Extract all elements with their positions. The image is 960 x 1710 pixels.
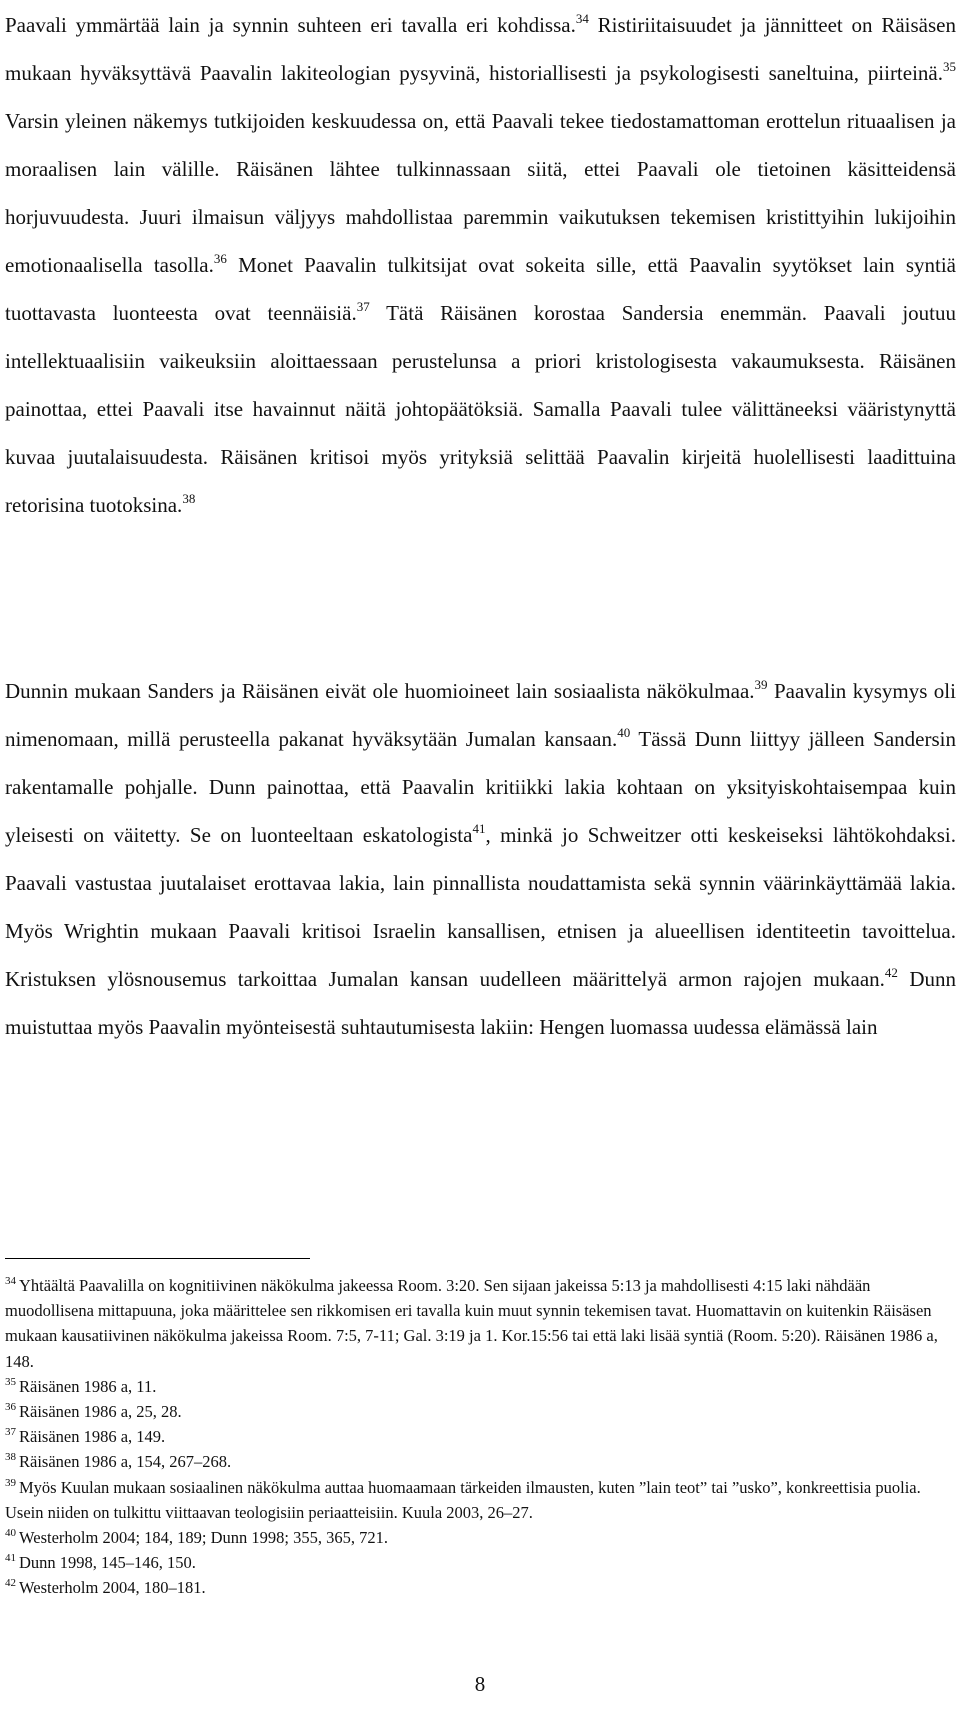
footnote-number: 39 bbox=[5, 1476, 16, 1489]
footnotes bbox=[5, 1273, 956, 1601]
footnote-ref: 38 bbox=[182, 491, 196, 506]
footnote bbox=[5, 1399, 956, 1424]
footnote bbox=[5, 1475, 956, 1525]
footnote-text: Yhtäältä Paavalilla on kognitiivinen näkökulma jakeessa Room. 3:20. Sen sijaan jakeissa 5:13 ja mahdollisesti 4:15 laki nähdään muodollisena mittapuuna, joka määrittelee sen rikkomisen eri tavalla kuin muut synnin tekemisen tavat. Huomattavin on kuitenkin Räisäsen mukaan kausatiivinen näkökulma jakeissa Room. 7:5, 7-11; Gal. 3:19 ja 1. Kor.15:56 tai että laki lisää syntiä (Room. 5:20). Räisänen 1986 a, 148. bbox=[5, 1276, 938, 1371]
footnote bbox=[5, 1273, 956, 1374]
footnote bbox=[5, 1550, 956, 1575]
body-paragraph bbox=[5, 1, 956, 529]
footnote-number: 40 bbox=[5, 1527, 16, 1540]
paragraph-text: Paavali ymmärtää lain ja synnin suhteen eri tavalla eri kohdissa. bbox=[5, 13, 576, 37]
page-number: 8 bbox=[474, 1672, 486, 1696]
footnote-ref: 39 bbox=[754, 677, 768, 692]
footnote-number: 38 bbox=[5, 1451, 16, 1464]
paragraph-text: , minkä jo Schweitzer otti keskeiseksi lähtökohdaksi. Paavali vastustaa juutalaiset erottavaa lakia, lain pinnallista noudattamista sekä synnin väärinkäyttämää lakia. Myös Wrightin mukaan Paavali kritisoi Israelin kansallisen, etnisen ja alueellisen identiteetin tavoittelua. Kristuksen ylösnousemus tarkoittaa Jumalan kansan uudelleen määrittelyä armon rajojen mukaan. bbox=[5, 823, 956, 991]
paragraph-text: Paavalin kysymys oli nimenomaan, millä perusteella pakanat hyväksytään Jumalan kansaan. bbox=[5, 679, 956, 751]
paragraph-text: Tässä Dunn liittyy jälleen Sandersin rakentamalle pohjalle. Dunn painottaa, että Paavalin kritiikki lakia kohtaan on yksityiskohtaisempaa kuin yleisesti on väitetty. Se on luonteeltaan eskatologista bbox=[5, 727, 956, 847]
footnote-number: 36 bbox=[5, 1401, 16, 1414]
footnote-number: 35 bbox=[5, 1375, 16, 1388]
footnote-ref: 35 bbox=[943, 59, 956, 74]
footnote-number: 34 bbox=[5, 1275, 16, 1287]
body-paragraph bbox=[5, 667, 956, 1051]
footnote-text: Westerholm 2004, 180–181. bbox=[19, 1578, 206, 1598]
footnote-text: Westerholm 2004; 184, 189; Dunn 1998; 355, 365, 721. bbox=[19, 1528, 388, 1548]
footnote bbox=[5, 1525, 956, 1550]
footnote-ref: 41 bbox=[472, 821, 486, 836]
footnote-number: 42 bbox=[5, 1577, 16, 1590]
footnote bbox=[5, 1575, 956, 1600]
paragraph-text: Varsin yleinen näkemys tutkijoiden keskuudessa on, että Paavali tekee tiedostamattoman erottelun rituaalisen ja moraalisen lain välille. Räisänen lähtee tulkinnassaan siitä, ettei Paavali ole tietoinen käsitteidensä horjuvuudesta. Juuri ilmaisun väljyys mahdollistaa paremmin vaikutuksen tekemisen kristittyihin lukijoihin emotionaalisella tasolla. bbox=[5, 109, 956, 277]
footnote-separator bbox=[5, 1258, 310, 1259]
footnote-ref: 42 bbox=[884, 965, 898, 980]
footnote-ref: 40 bbox=[617, 725, 631, 740]
footnote-text: Räisänen 1986 a, 25, 28. bbox=[19, 1402, 182, 1422]
footnote bbox=[5, 1449, 956, 1474]
footnote-text: Räisänen 1986 a, 149. bbox=[19, 1427, 166, 1447]
paragraph-text: Dunn muistuttaa myös Paavalin myönteisestä suhtautumisesta lakiin: Hengen luomassa uudessa elämässä lain bbox=[5, 967, 956, 1039]
footnote-ref: 36 bbox=[213, 251, 227, 266]
footnote-ref: 37 bbox=[356, 299, 370, 314]
footnote bbox=[5, 1424, 956, 1449]
footnote-text: Räisänen 1986 a, 154, 267–268. bbox=[19, 1452, 232, 1472]
paragraph-text: Tätä Räisänen korostaa Sandersia enemmän. Paavali joutuu intellektuaalisiin vaikeuksiin aloittaessaan perustelunsa a priori kristologisesta vakaumuksesta. Räisänen painottaa, ettei Paavali itse havainnut näitä johtopäätöksiä. Samalla Paavali tulee välittäneeksi vääristynyttä kuvaa juutalaisuudesta. Räisänen kritisoi myös yrityksiä selittää Paavalin kirjeitä huolellisesti laadittuina retorisina tuotoksina. bbox=[5, 301, 956, 517]
footnote-text: Myös Kuulan mukaan sosiaalinen näkökulma auttaa huomaamaan tärkeiden ilmausten, kuten ”lain teot” tai ”usko”, konkreettisia puolia. Usein niiden on tulkittu viittaavan teologisiin periaatteisiin. Kuula 2003, 26–27. bbox=[5, 1477, 921, 1522]
paragraph-text: Dunnin mukaan Sanders ja Räisänen eivät ole huomioineet lain sosiaalista näkökulmaa. bbox=[5, 679, 755, 703]
paragraph-text: Ristiriitaisuudet ja jännitteet on Räisäsen mukaan hyväksyttävä Paavalin lakiteologian pysyvinä, historiallisesti ja psykologisesti saneltuina, piirteinä. bbox=[5, 13, 956, 85]
footnote-ref: 34 bbox=[575, 11, 589, 26]
footnote-text: Dunn 1998, 145–146, 150. bbox=[19, 1553, 196, 1573]
paragraph-text: Monet Paavalin tulkitsijat ovat sokeita sille, että Paavalin syytökset lain syntiä tuottavasta luonteesta ovat teennäisiä. bbox=[5, 253, 957, 325]
footnote bbox=[5, 1374, 956, 1399]
footnote-number: 37 bbox=[5, 1426, 16, 1439]
footnote-number: 41 bbox=[5, 1552, 16, 1565]
footnote-text: Räisänen 1986 a, 11. bbox=[19, 1376, 157, 1396]
